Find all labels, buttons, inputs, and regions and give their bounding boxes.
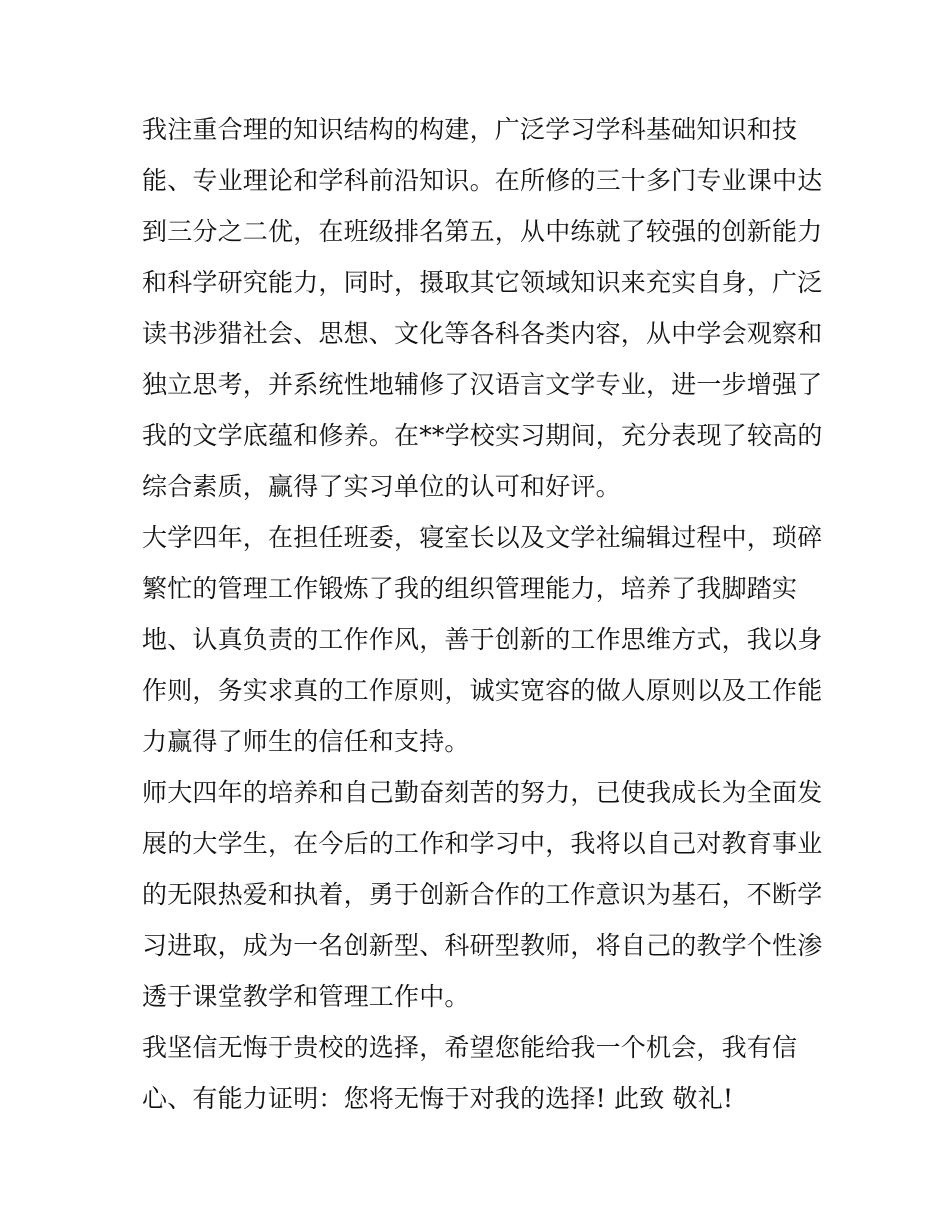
text-line: 师大四年的培养和自己勤奋刻苦的努力，已使我成长为全面发 (142, 778, 823, 807)
text-line: 习进取，成为一名创新型、科研型教师，将自己的教学个性渗 (142, 931, 823, 960)
text-line: 繁忙的管理工作锻炼了我的组织管理能力，培养了我脚踏实 (142, 574, 798, 603)
text-line: 心、有能力证明：您将无悔于对我的选择! 此致 敬礼! (142, 1084, 734, 1113)
text-line: 读书涉猎社会、思想、文化等各科各类内容，从中学会观察和 (142, 319, 823, 348)
text-line: 和科学研究能力，同时，摄取其它领域知识来充实自身，广泛 (142, 268, 823, 297)
text-line: 大学四年，在担任班委，寝室长以及文学社编辑过程中，琐碎 (142, 523, 823, 552)
text-line: 能、专业理论和学科前沿知识。在所修的三十多门专业课中达 (142, 166, 823, 195)
text-line: 的无限热爱和执着，勇于创新合作的工作意识为基石，不断学 (142, 880, 823, 909)
text-line: 独立思考，并系统性地辅修了汉语言文学专业，进一步增强了 (142, 370, 823, 399)
text-line: 我坚信无悔于贵校的选择，希望您能给我一个机会，我有信 (142, 1033, 798, 1062)
text-line: 展的大学生，在今后的工作和学习中，我将以自己对教育事业 (142, 829, 823, 858)
text-line: 透于课堂教学和管理工作中。 (142, 982, 470, 1011)
text-line: 我的文学底蕴和修养。在**学校实习期间，充分表现了较高的 (142, 421, 823, 450)
text-line: 力赢得了师生的信任和支持。 (142, 727, 470, 756)
document-body (142, 104, 822, 1124)
text-line: 我注重合理的知识结构的构建，广泛学习学科基础知识和技 (142, 115, 798, 144)
text-line: 地、认真负责的工作作风，善于创新的工作思维方式，我以身 (142, 625, 823, 654)
text-line: 作则，务实求真的工作原则，诚实宽容的做人原则以及工作能 (142, 676, 823, 705)
text-line: 到三分之二优，在班级排名第五，从中练就了较强的创新能力 (142, 217, 823, 246)
text-line: 综合素质，赢得了实习单位的认可和好评。 (142, 472, 621, 501)
